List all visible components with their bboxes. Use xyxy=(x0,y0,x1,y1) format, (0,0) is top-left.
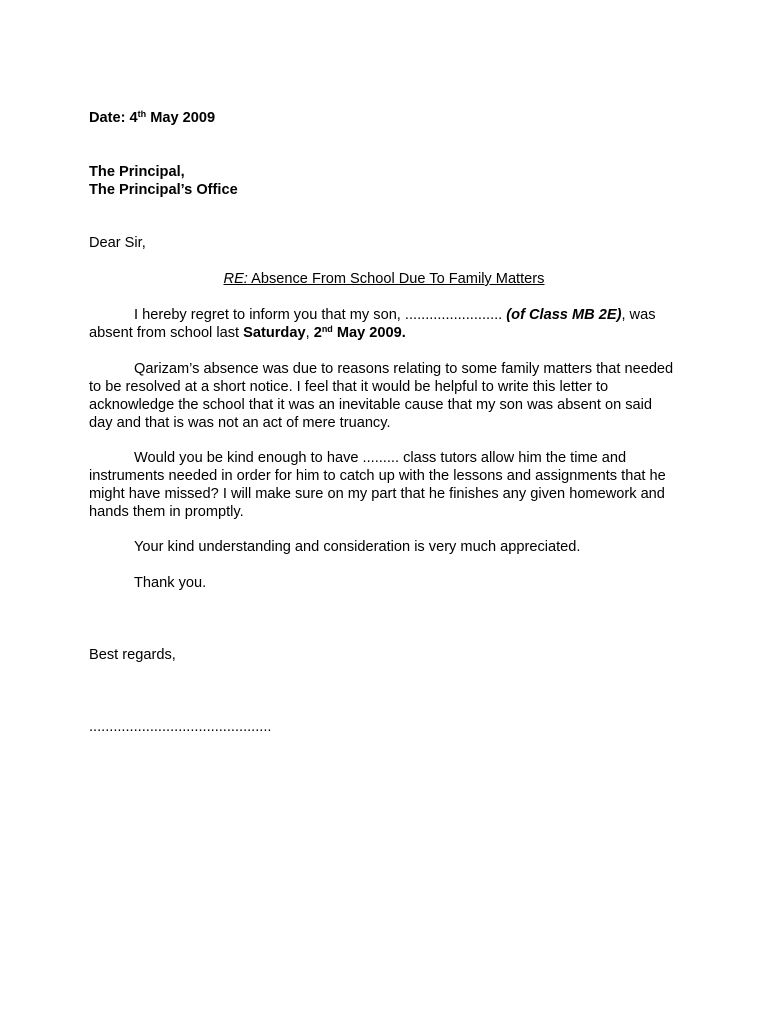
paragraph-3 xyxy=(89,449,679,521)
thanks-paragraph xyxy=(89,574,679,592)
salutation: Dear Sir, xyxy=(89,235,146,251)
paragraph-4 xyxy=(89,538,679,556)
para1-date-num: 2 xyxy=(313,325,322,341)
recipient-line-1: The Principal, xyxy=(89,164,185,180)
para2-text: Qarizam’s absence was due to reasons relating to some family matters that needed to be resolved at a short notice. I feel that it would be helpful to write this letter to acknowledge the school that it was an inevitable cause that my son was absent on said day and that is was not an act of mere truancy. xyxy=(89,361,674,431)
date-superscript: th xyxy=(137,109,147,119)
date-label: Date: 4 xyxy=(89,110,138,126)
subject-line xyxy=(0,270,768,288)
date-month-year: May 2009 xyxy=(146,110,216,126)
subject-prefix: RE: xyxy=(223,271,248,287)
para1-date-rest: May 2009. xyxy=(332,325,406,341)
paragraph-1 xyxy=(89,306,679,342)
recipient-line-2: The Principal’s Office xyxy=(89,182,238,198)
para1-comma: , xyxy=(305,325,314,341)
signature-line: ............................................. xyxy=(89,719,272,735)
para1-date-superscript: nd xyxy=(321,324,333,334)
date-line xyxy=(89,109,215,127)
thanks-text: Thank you. xyxy=(134,575,207,591)
closing: Best regards, xyxy=(89,647,176,663)
para1-class: (of Class MB 2E) xyxy=(506,307,622,323)
subject-text: Absence From School Due To Family Matters xyxy=(247,271,545,287)
paragraph-2 xyxy=(89,360,679,432)
para4-text: Your kind understanding and consideration is very much appreciated. xyxy=(134,539,581,555)
para1-text-b: , was absent from school last xyxy=(89,307,656,341)
para3-text: Would you be kind enough to have ......... class tutors allow him the time and instruments needed in order for him to catch up with the lessons and assignments that he might have missed? I will make sure on my part that he finishes any given homework and hands them in promptly. xyxy=(89,450,666,520)
para1-text-a: I hereby regret to inform you that my son, ........................ xyxy=(134,307,507,323)
para1-day: Saturday xyxy=(243,325,306,341)
